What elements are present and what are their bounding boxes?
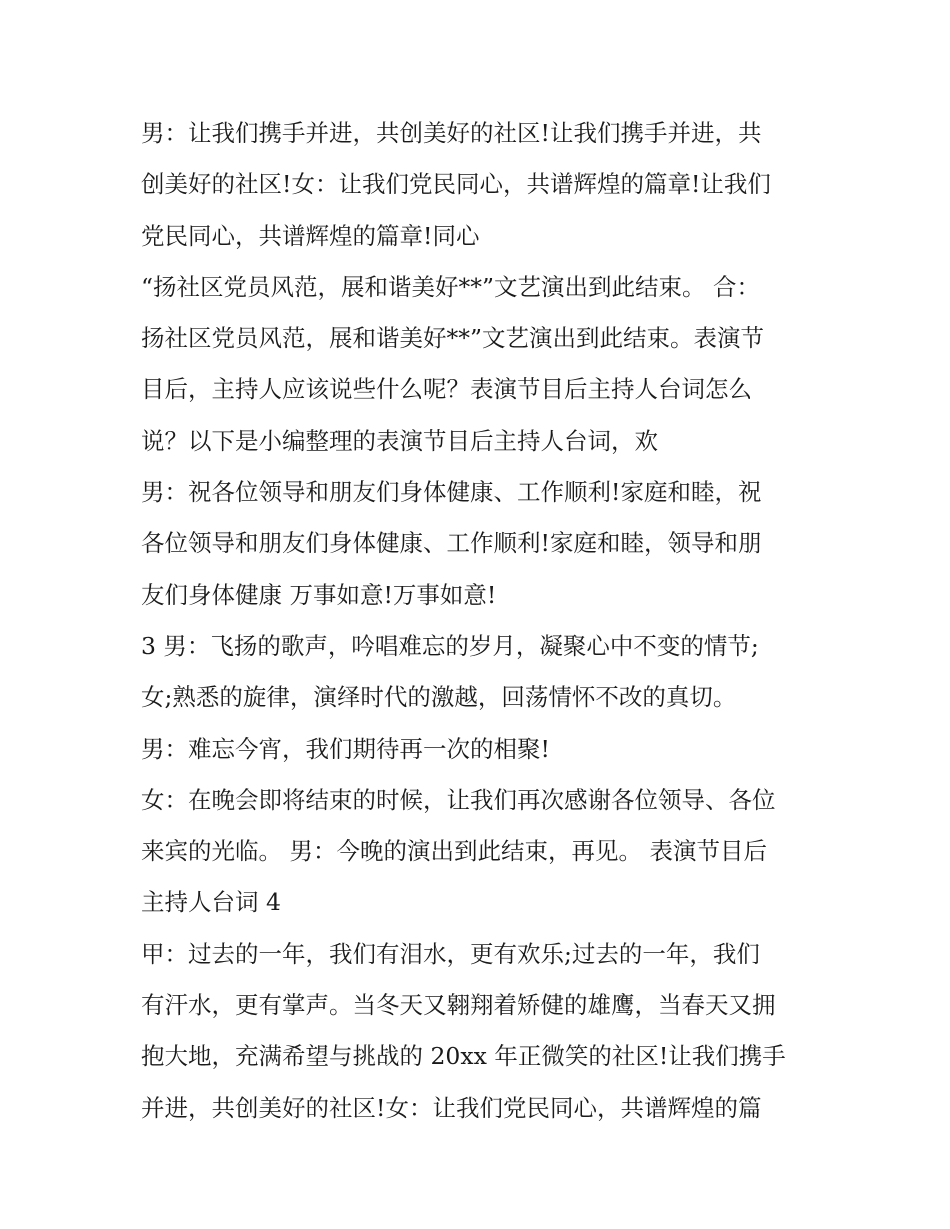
text-line: 党民同心，共谱辉煌的篇章!同心 — [141, 221, 480, 250]
text-line: 有汗水，更有掌声。当冬天又翱翔着矫健的雄鹰，当春天又拥 — [141, 991, 776, 1020]
text-line: 目后，主持人应该说些什么呢？表演节目后主持人台词怎么 — [141, 375, 752, 404]
text-line: 男：难忘今宵，我们期待再一次的相聚! — [141, 734, 550, 763]
text-line: 3 男：飞扬的歌声，吟唱难忘的岁月，凝聚心中不变的情节; — [141, 631, 759, 660]
text-line: “扬社区党员风范，展和谐美好**”文艺演出到此结束。 合： — [141, 272, 760, 301]
text-line: 创美好的社区!女：让我们党民同心，共谱辉煌的篇章!让我们 — [141, 170, 771, 199]
text-line: 扬社区党员风范，展和谐美好**”文艺演出到此结束。表演节 — [141, 324, 765, 353]
text-line: 女;熟悉的旋律，演绎时代的激越，回荡情怀不改的真切。 — [141, 683, 737, 712]
document-text-body — [141, 108, 831, 1134]
text-line: 甲：过去的一年，我们有泪水，更有欢乐;过去的一年，我们 — [141, 939, 760, 968]
text-line: 男：祝各位领导和朋友们身体健康、工作顺利!家庭和睦，祝 — [141, 478, 762, 507]
text-line: 主持人台词 4 — [141, 888, 281, 917]
text-line: 男：让我们携手并进，共创美好的社区!让我们携手并进，共 — [141, 119, 762, 147]
text-line: 说？以下是小编整理的表演节目后主持人台词，欢 — [141, 426, 658, 455]
text-line: 来宾的光临。 男：今晚的演出到此结束，再见。 表演节目后 — [141, 837, 767, 866]
text-line: 女：在晚会即将结束的时候，让我们再次感谢各位领导、各位 — [141, 785, 776, 814]
text-line: 抱大地，充满希望与挑战的 20xx 年正微笑的社区!让我们携手 — [141, 1042, 786, 1071]
text-line: 友们身体健康 万事如意!万事如意! — [141, 580, 497, 609]
text-line: 各位领导和朋友们身体健康、工作顺利!家庭和睦，领导和朋 — [141, 529, 762, 558]
text-line: 并进，共创美好的社区!女：让我们党民同心，共谱辉煌的篇 — [141, 1093, 762, 1122]
